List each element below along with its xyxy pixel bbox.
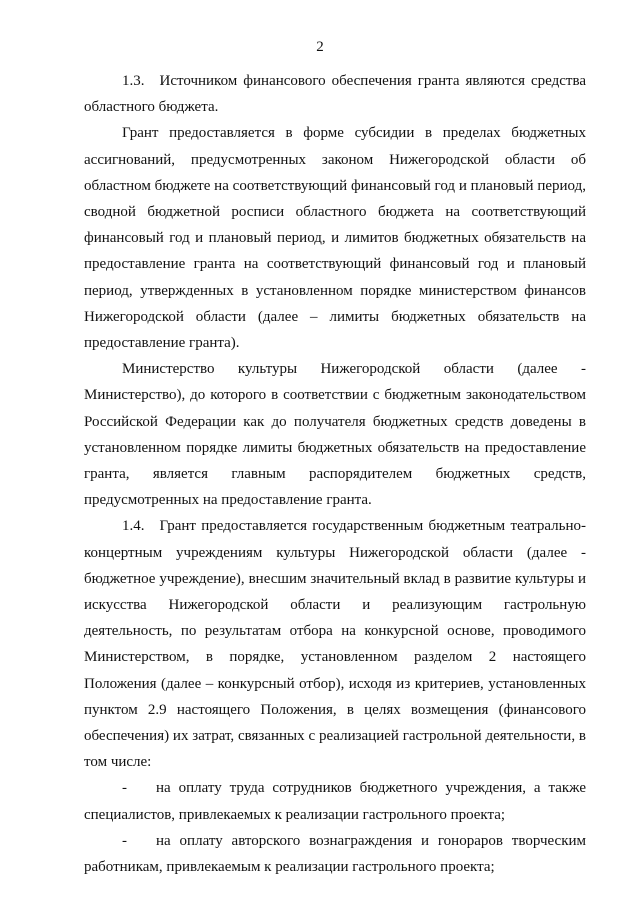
bullet-marker: - — [122, 832, 127, 849]
list-item-text: на оплату труда сотрудников бюджетного учреждения, а также специалистов, привлекаемых к реализации гастрольного проекта; — [84, 780, 586, 823]
list-item — [84, 828, 586, 880]
paragraph-ministry: Министерство культуры Нижегородской области (далее - Министерство), до которого в соответствии с бюджетным законодательством Российской Федерации как до получателя бюджетных средств доведены в установленном порядке лимиты бюджетных обязательств на предоставление гранта, является главным распорядителем бюджетных средств, предусмотренных на предоставление гранта. — [84, 361, 586, 509]
list-item — [84, 775, 586, 827]
document-body — [84, 68, 586, 880]
paragraph-1-3: 1.3. Источником финансового обеспечения гранта являются средства областного бюджета. — [84, 73, 586, 116]
list-item-text: на оплату авторского вознаграждения и гонораров творческим работникам, привлекаемым к реализации гастрольного проекта; — [84, 832, 586, 876]
paragraph-1-4: 1.4. Грант предоставляется государственным бюджетным театрально-концертным учреждениям культуры Нижегородской области (далее - бюджетное учреждение), внесшим значительный вклад в развитие культуры и искусства Нижегородской области и реализующим гастрольную деятельность, по результатам отбора на конкурсной основе, проводимого Министерством, в порядке, установленном разделом 2 настоящего Положения (далее – конкурсный отбор), исходя из критериев, установленных пунктом 2.9 настоящего Положения, в целях возмещения (финансового обеспечения) их затрат, связанных с реализацией гастрольной деятельности, в том числе: — [84, 518, 586, 771]
page-number: 2 — [316, 39, 324, 55]
paragraph-grant-form: Грант предоставляется в форме субсидии в пределах бюджетных ассигнований, предусмотренных законом Нижегородской области об областном бюджете на соответствующий финансовый год и плановый период, сводной бюджетной росписи областного бюджета на соответствующий финансовый год и плановый период, и лимитов бюджетных обязательств на предоставление гранта на соответствующий финансовый год и плановый период, утвержденных в установленном порядке министерством финансов Нижегородской области (далее – лимиты бюджетных обязательств на предоставление гранта). — [84, 125, 586, 352]
bullet-marker: - — [122, 780, 127, 797]
